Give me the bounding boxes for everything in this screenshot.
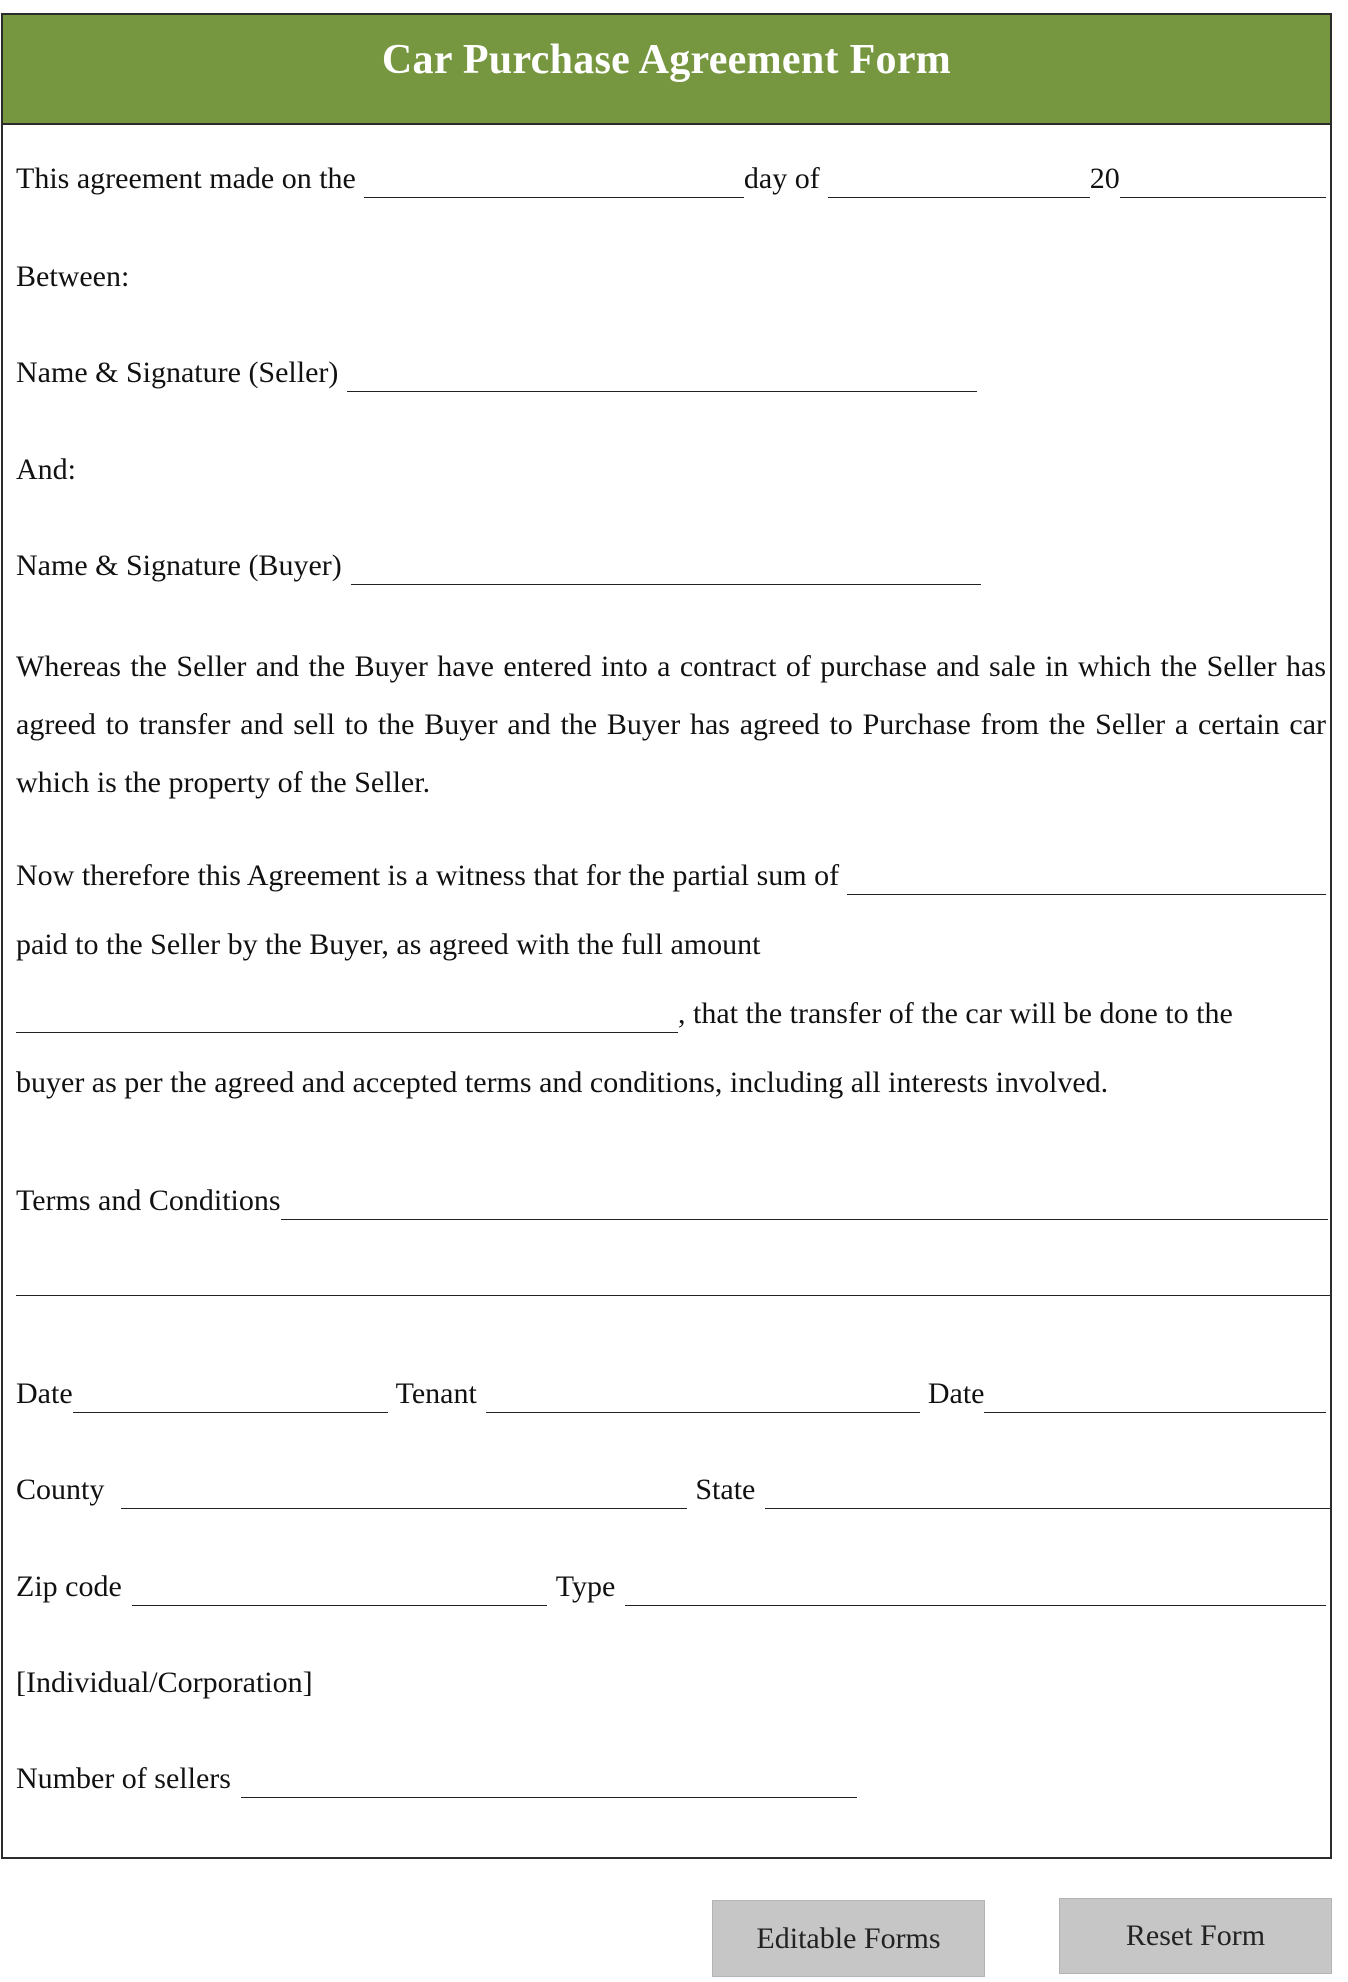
agreement-year-field[interactable]: [1120, 168, 1326, 198]
zip-field[interactable]: [132, 1576, 547, 1606]
partial-sum-field[interactable]: [847, 865, 1326, 895]
sellers-label: Number of sellers: [16, 1762, 231, 1795]
state-field[interactable]: [765, 1479, 1330, 1509]
date-field[interactable]: [73, 1383, 388, 1413]
reset-form-button[interactable]: Reset Form: [1059, 1898, 1332, 1974]
county-state-row: [16, 1471, 1330, 1509]
date2-field[interactable]: [984, 1383, 1326, 1413]
date-label: Date: [16, 1377, 73, 1410]
state-label: State: [695, 1473, 756, 1506]
date2-label: Date: [927, 1377, 985, 1410]
year-prefix-text: 20: [1089, 162, 1120, 195]
seller-label: Name & Signature (Seller): [16, 356, 339, 389]
witness-text-2: paid to the Seller by the Buyer, as agreed with the full amount: [16, 928, 761, 961]
witness-text-1: Now therefore this Agreement is a witness that for the partial sum of: [16, 859, 840, 892]
page-title: Car Purchase Agreement Form: [381, 37, 952, 83]
terms-row-2: [16, 1260, 1330, 1296]
day-of-text: day of: [743, 162, 820, 195]
date-tenant-row: [16, 1375, 1326, 1413]
and-label: And:: [16, 453, 76, 486]
agreement-date-row: [16, 160, 1326, 198]
witness-line-1: [16, 857, 1326, 895]
agreement-day-field[interactable]: [364, 168, 744, 198]
buyer-label: Name & Signature (Buyer): [16, 549, 342, 582]
terms-row: [16, 1182, 1328, 1220]
zip-type-row: [16, 1568, 1326, 1606]
agreement-month-field[interactable]: [828, 168, 1090, 198]
witness-text-4: buyer as per the agreed and accepted terms and conditions, including all interests involved.: [16, 1066, 1109, 1099]
agreement-prefix-text: This agreement made on the: [16, 162, 356, 195]
terms-label: Terms and Conditions: [16, 1184, 281, 1217]
whereas-paragraph: Whereas the Seller and the Buyer have entered into a contract of purchase and sale in which the Seller has agreed to transfer and sell to the Buyer and the Buyer has agreed to Purchase from the Seller a certain car which is the property of the Seller.: [16, 650, 1326, 799]
form-header: [3, 15, 1330, 125]
type-hint: [Individual/Corporation]: [16, 1666, 313, 1699]
type-label: Type: [555, 1570, 616, 1603]
terms-field-line-1[interactable]: [281, 1190, 1328, 1220]
witness-line-3: [16, 995, 1332, 1033]
tenant-field[interactable]: [486, 1383, 920, 1413]
zip-label: Zip code: [16, 1570, 122, 1603]
editable-forms-button[interactable]: Editable Forms: [712, 1900, 985, 1977]
seller-signature-field[interactable]: [347, 362, 977, 392]
sellers-row: [16, 1760, 1332, 1798]
buyer-row: [16, 547, 1332, 585]
seller-row: [16, 354, 1332, 392]
sellers-field[interactable]: [241, 1768, 857, 1798]
buyer-signature-field[interactable]: [351, 555, 981, 585]
type-field[interactable]: [625, 1576, 1326, 1606]
terms-field-line-2[interactable]: [16, 1260, 1330, 1296]
tenant-label: Tenant: [395, 1377, 477, 1410]
between-label: Between:: [16, 260, 130, 293]
county-field[interactable]: [121, 1479, 687, 1509]
full-amount-field[interactable]: [16, 1003, 678, 1033]
witness-text-3: , that the transfer of the car will be done to the: [678, 997, 1233, 1030]
county-label: County: [16, 1473, 105, 1506]
